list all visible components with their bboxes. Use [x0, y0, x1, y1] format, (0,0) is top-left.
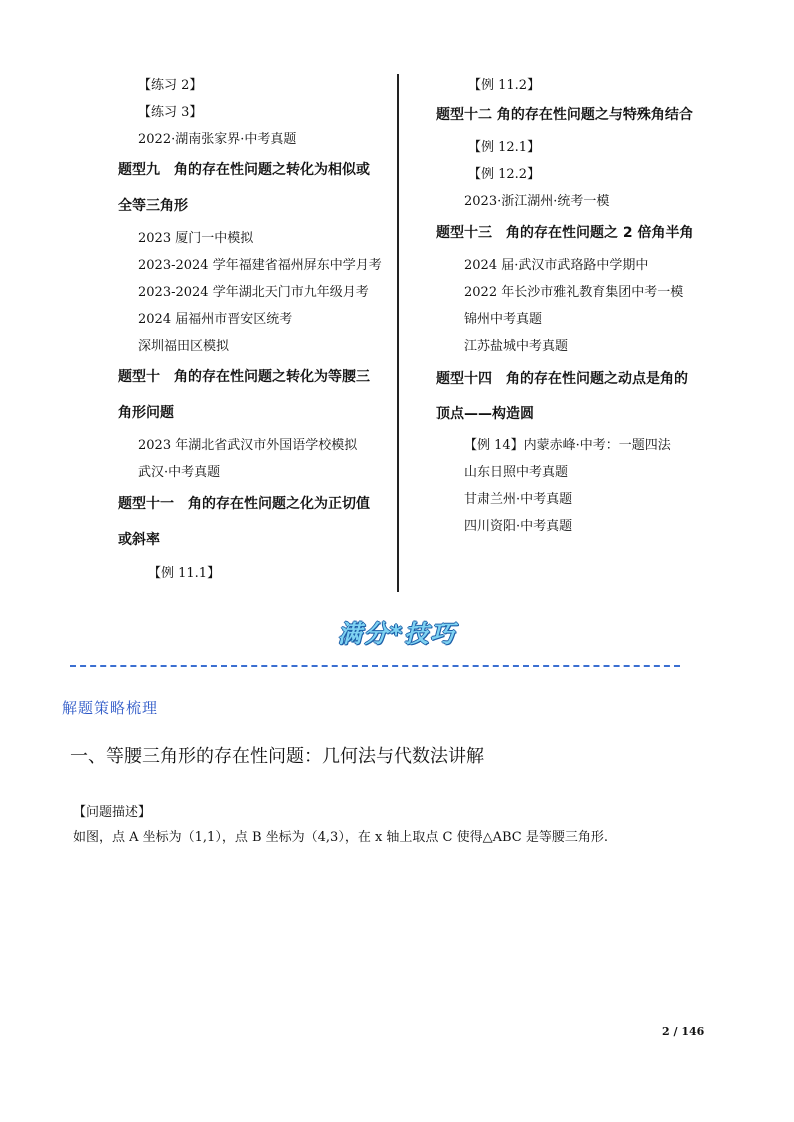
section-heading: 一、等腰三角形的存在性问题：几何法与代数法讲解: [70, 746, 484, 767]
toc-item[interactable]: 2024 届福州市晋安区统考: [138, 312, 293, 327]
toc-item[interactable]: 深圳福田区模拟: [138, 339, 230, 354]
toc-item[interactable]: 【例 14】内蒙赤峰·中考：一题四法: [464, 438, 671, 453]
toc-item[interactable]: 【例 11.2】: [468, 78, 541, 93]
toc-item[interactable]: 2023 年湖北省武汉市外国语学校模拟: [138, 438, 358, 453]
toc-item[interactable]: 武汉·中考真题: [138, 465, 221, 480]
toc-heading[interactable]: 题型十四 角的存在性问题之动点是角的: [436, 371, 688, 387]
toc-item[interactable]: 2023 厦门一中模拟: [138, 231, 254, 246]
toc-heading[interactable]: 题型十一 角的存在性问题之化为正切值: [118, 496, 370, 512]
toc-item[interactable]: 2022 年长沙市雅礼教育集团中考一模: [464, 285, 684, 300]
toc-item[interactable]: 2023-2024 学年湖北天门市九年级月考: [138, 285, 369, 300]
skill-section-banner: 满分*技巧: [337, 620, 457, 648]
toc-item[interactable]: 山东日照中考真题: [464, 465, 569, 480]
page-number: 2 / 146: [662, 1025, 705, 1038]
toc-item[interactable]: 2024 届·武汉市武珞路中学期中: [464, 258, 649, 273]
toc-heading[interactable]: 题型十三 角的存在性问题之 2 倍角半角: [436, 225, 694, 241]
toc-item[interactable]: 2023-2024 学年福建省福州屏东中学月考: [138, 258, 382, 273]
problem-label: 【问题描述】: [73, 805, 152, 820]
toc-item[interactable]: 【例 11.1】: [148, 566, 221, 581]
section-label: 解题策略梳理: [62, 699, 159, 717]
toc-heading[interactable]: 全等三角形: [118, 198, 188, 214]
toc-item[interactable]: 2023·浙江湖州·统考一模: [464, 194, 610, 209]
toc-item[interactable]: 江苏盐城中考真题: [464, 339, 569, 354]
toc-item[interactable]: 锦州中考真题: [464, 312, 543, 327]
toc-item[interactable]: 甘肃兰州·中考真题: [464, 492, 573, 507]
toc-item[interactable]: 【练习 2】: [138, 78, 203, 93]
dashed-divider: [70, 665, 680, 667]
toc-item[interactable]: 四川资阳·中考真题: [464, 519, 573, 534]
problem-text: 如图，点 A 坐标为（1,1），点 B 坐标为（4,3），在 x 轴上取点 C 使得△ABC 是等腰三角形.: [73, 830, 609, 845]
toc-item[interactable]: 【例 12.2】: [468, 167, 541, 182]
toc-heading[interactable]: 角形问题: [118, 405, 174, 421]
toc-heading[interactable]: 或斜率: [118, 532, 160, 548]
toc-heading[interactable]: 题型九 角的存在性问题之转化为相似或: [118, 162, 370, 178]
column-divider: [397, 74, 399, 592]
toc-heading[interactable]: 顶点——构造圆: [436, 406, 534, 422]
toc-heading[interactable]: 题型十 角的存在性问题之转化为等腰三: [118, 369, 370, 385]
toc-item[interactable]: 【例 12.1】: [468, 140, 541, 155]
toc-item[interactable]: 【练习 3】: [138, 105, 203, 120]
toc-item[interactable]: 2022·湖南张家界·中考真题: [138, 132, 297, 147]
toc-heading[interactable]: 题型十二 角的存在性问题之与特殊角结合: [436, 107, 693, 123]
